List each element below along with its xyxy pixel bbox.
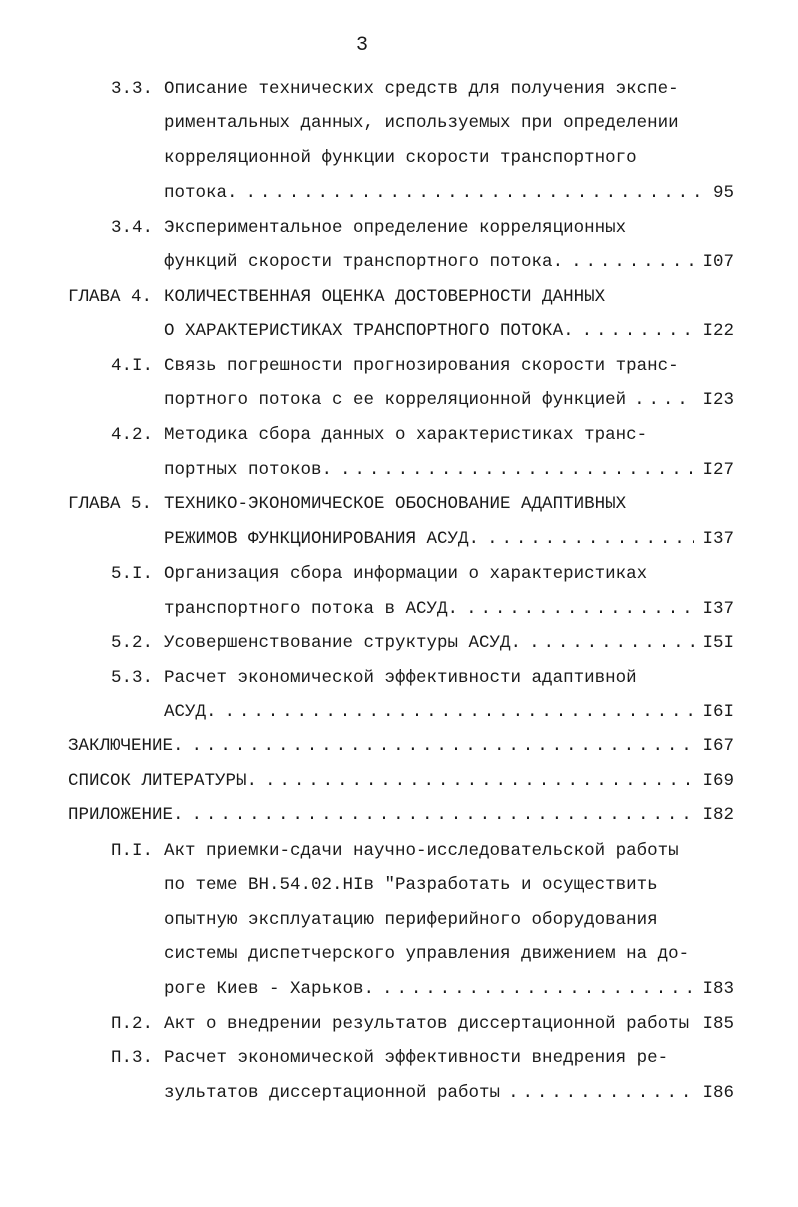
entry-number: П.2. bbox=[111, 1014, 154, 1034]
page-number: 3 bbox=[356, 34, 369, 57]
entry-title-line: системы диспетчерского управления движением на до- bbox=[164, 944, 690, 964]
entry-page-number: I86 bbox=[702, 1083, 734, 1103]
toc-line bbox=[0, 1045, 734, 1071]
entry-page-number: I22 bbox=[702, 321, 734, 341]
toc-line bbox=[0, 491, 734, 517]
dot-leader bbox=[466, 596, 694, 622]
toc-line bbox=[0, 561, 734, 587]
toc-line bbox=[0, 838, 734, 864]
toc-line bbox=[0, 596, 734, 622]
entry-title-line: Акт о внедрении результатов диссертационной работы bbox=[164, 1014, 690, 1034]
entry-title-line: Организация сбора информации о характеристиках bbox=[164, 564, 648, 584]
entry-title-line: опытную эксплуатацию периферийного оборудования bbox=[164, 910, 658, 930]
entry-page-number: I23 bbox=[702, 390, 734, 410]
entry-number: 3.4. bbox=[111, 218, 154, 238]
toc-line bbox=[0, 872, 734, 898]
entry-number: ГЛАВА 4. bbox=[68, 287, 153, 307]
toc-line bbox=[0, 526, 734, 552]
entry-page-number: I27 bbox=[702, 460, 734, 480]
toc-line bbox=[0, 422, 734, 448]
toc-line bbox=[0, 318, 734, 344]
entry-page-number: I6I bbox=[702, 702, 734, 722]
entry-number: 5.3. bbox=[111, 668, 154, 688]
entry-page-number: I37 bbox=[702, 599, 734, 619]
entry-number: П.3. bbox=[111, 1048, 154, 1068]
toc-line bbox=[0, 976, 734, 1002]
dot-leader bbox=[192, 802, 695, 828]
entry-title-line: зультатов диссертационной работы bbox=[164, 1083, 501, 1103]
entry-title-line: Экспериментальное определение корреляционных bbox=[164, 218, 627, 238]
dot-leader bbox=[487, 526, 694, 552]
dot-leader bbox=[634, 387, 694, 413]
dot-leader bbox=[340, 457, 694, 483]
entry-title-line: КОЛИЧЕСТВЕННАЯ ОЦЕНКА ДОСТОВЕРНОСТИ ДАННЫХ bbox=[164, 287, 606, 307]
toc-line bbox=[0, 1080, 734, 1106]
entry-title-line: потока. bbox=[164, 183, 238, 203]
toc-line bbox=[0, 180, 734, 206]
entry-page-number: I69 bbox=[702, 771, 734, 791]
entry-title-line: портного потока с ее корреляционной функцией bbox=[164, 390, 627, 410]
toc-line bbox=[0, 76, 734, 102]
entry-page-number: I85 bbox=[702, 1014, 734, 1034]
entry-page-number: I5I bbox=[702, 633, 734, 653]
dot-leader bbox=[571, 249, 694, 275]
entry-title-line: Акт приемки-сдачи научно-исследовательской работы bbox=[164, 841, 679, 861]
entry-page-number: I07 bbox=[702, 252, 734, 272]
entry-page-number: I37 bbox=[702, 529, 734, 549]
entry-number: ГЛАВА 5. bbox=[68, 494, 153, 514]
dot-leader bbox=[246, 180, 705, 206]
entry-title-line: АСУД. bbox=[164, 702, 217, 722]
entry-title-line: Методика сбора данных о характеристиках транс- bbox=[164, 425, 648, 445]
entry-number: 5.I. bbox=[111, 564, 154, 584]
toc-line bbox=[0, 733, 734, 759]
toc-line bbox=[0, 145, 734, 171]
toc-line bbox=[0, 215, 734, 241]
entry-title-line: Связь погрешности прогнозирования скорости транс- bbox=[164, 356, 679, 376]
dot-leader bbox=[529, 630, 694, 656]
entry-number: 4.2. bbox=[111, 425, 154, 445]
entry-title-line: ПРИЛОЖЕНИЕ. bbox=[68, 805, 184, 825]
entry-title-line: ТЕХНИКО-ЭКОНОМИЧЕСКОЕ ОБОСНОВАНИЕ АДАПТИВНЫХ bbox=[164, 494, 627, 514]
toc-line bbox=[0, 249, 734, 275]
entry-title-line: по теме ВН.54.02.НIв "Разработать и осуществить bbox=[164, 875, 658, 895]
dot-leader bbox=[265, 768, 694, 794]
toc-line bbox=[0, 353, 734, 379]
entry-number: 5.2. bbox=[111, 633, 154, 653]
entry-title-line: О ХАРАКТЕРИСТИКАХ ТРАНСПОРТНОГО ПОТОКА. bbox=[164, 321, 574, 341]
entry-title-line: роге Киев - Харьков. bbox=[164, 979, 375, 999]
entry-title-line: транспортного потока в АСУД. bbox=[164, 599, 459, 619]
dot-leader bbox=[508, 1080, 694, 1106]
toc-line bbox=[0, 699, 734, 725]
toc-line bbox=[0, 907, 734, 933]
toc-line bbox=[0, 284, 734, 310]
dot-leader bbox=[192, 733, 695, 759]
toc-line bbox=[0, 665, 734, 691]
entry-number: 4.I. bbox=[111, 356, 154, 376]
toc-line bbox=[0, 110, 734, 136]
entry-page-number: I67 bbox=[702, 736, 734, 756]
entry-title-line: портных потоков. bbox=[164, 460, 333, 480]
entry-page-number: 95 bbox=[712, 183, 734, 203]
toc-line bbox=[0, 941, 734, 967]
entry-title-line: корреляционной функции скорости транспортного bbox=[164, 148, 637, 168]
entry-page-number: I83 bbox=[702, 979, 734, 999]
entry-title-line: риментальных данных, используемых при определении bbox=[164, 113, 679, 133]
toc-line bbox=[0, 630, 734, 656]
entry-number: П.I. bbox=[111, 841, 154, 861]
entry-title-line: Описание технических средств для получения экспе- bbox=[164, 79, 679, 99]
toc-line bbox=[0, 457, 734, 483]
dot-leader bbox=[225, 699, 695, 725]
entry-title-line: ЗАКЛЮЧЕНИЕ. bbox=[68, 736, 184, 756]
dot-leader bbox=[582, 318, 695, 344]
entry-title-line: Усовершенствование структуры АСУД. bbox=[164, 633, 522, 653]
entry-title-line: РЕЖИМОВ ФУНКЦИОНИРОВАНИЯ АСУД. bbox=[164, 529, 480, 549]
entry-title-line: функций скорости транспортного потока. bbox=[164, 252, 564, 272]
entry-title-line: СПИСОК ЛИТЕРАТУРЫ. bbox=[68, 771, 258, 791]
toc-line bbox=[0, 1011, 734, 1037]
entry-title-line: Расчет экономической эффективности внедрения ре- bbox=[164, 1048, 669, 1068]
entry-title-line: Расчет экономической эффективности адаптивной bbox=[164, 668, 637, 688]
toc-line bbox=[0, 802, 734, 828]
toc-line bbox=[0, 768, 734, 794]
entry-page-number: I82 bbox=[702, 805, 734, 825]
entry-number: 3.3. bbox=[111, 79, 154, 99]
dot-leader bbox=[382, 976, 694, 1002]
toc-line bbox=[0, 387, 734, 413]
